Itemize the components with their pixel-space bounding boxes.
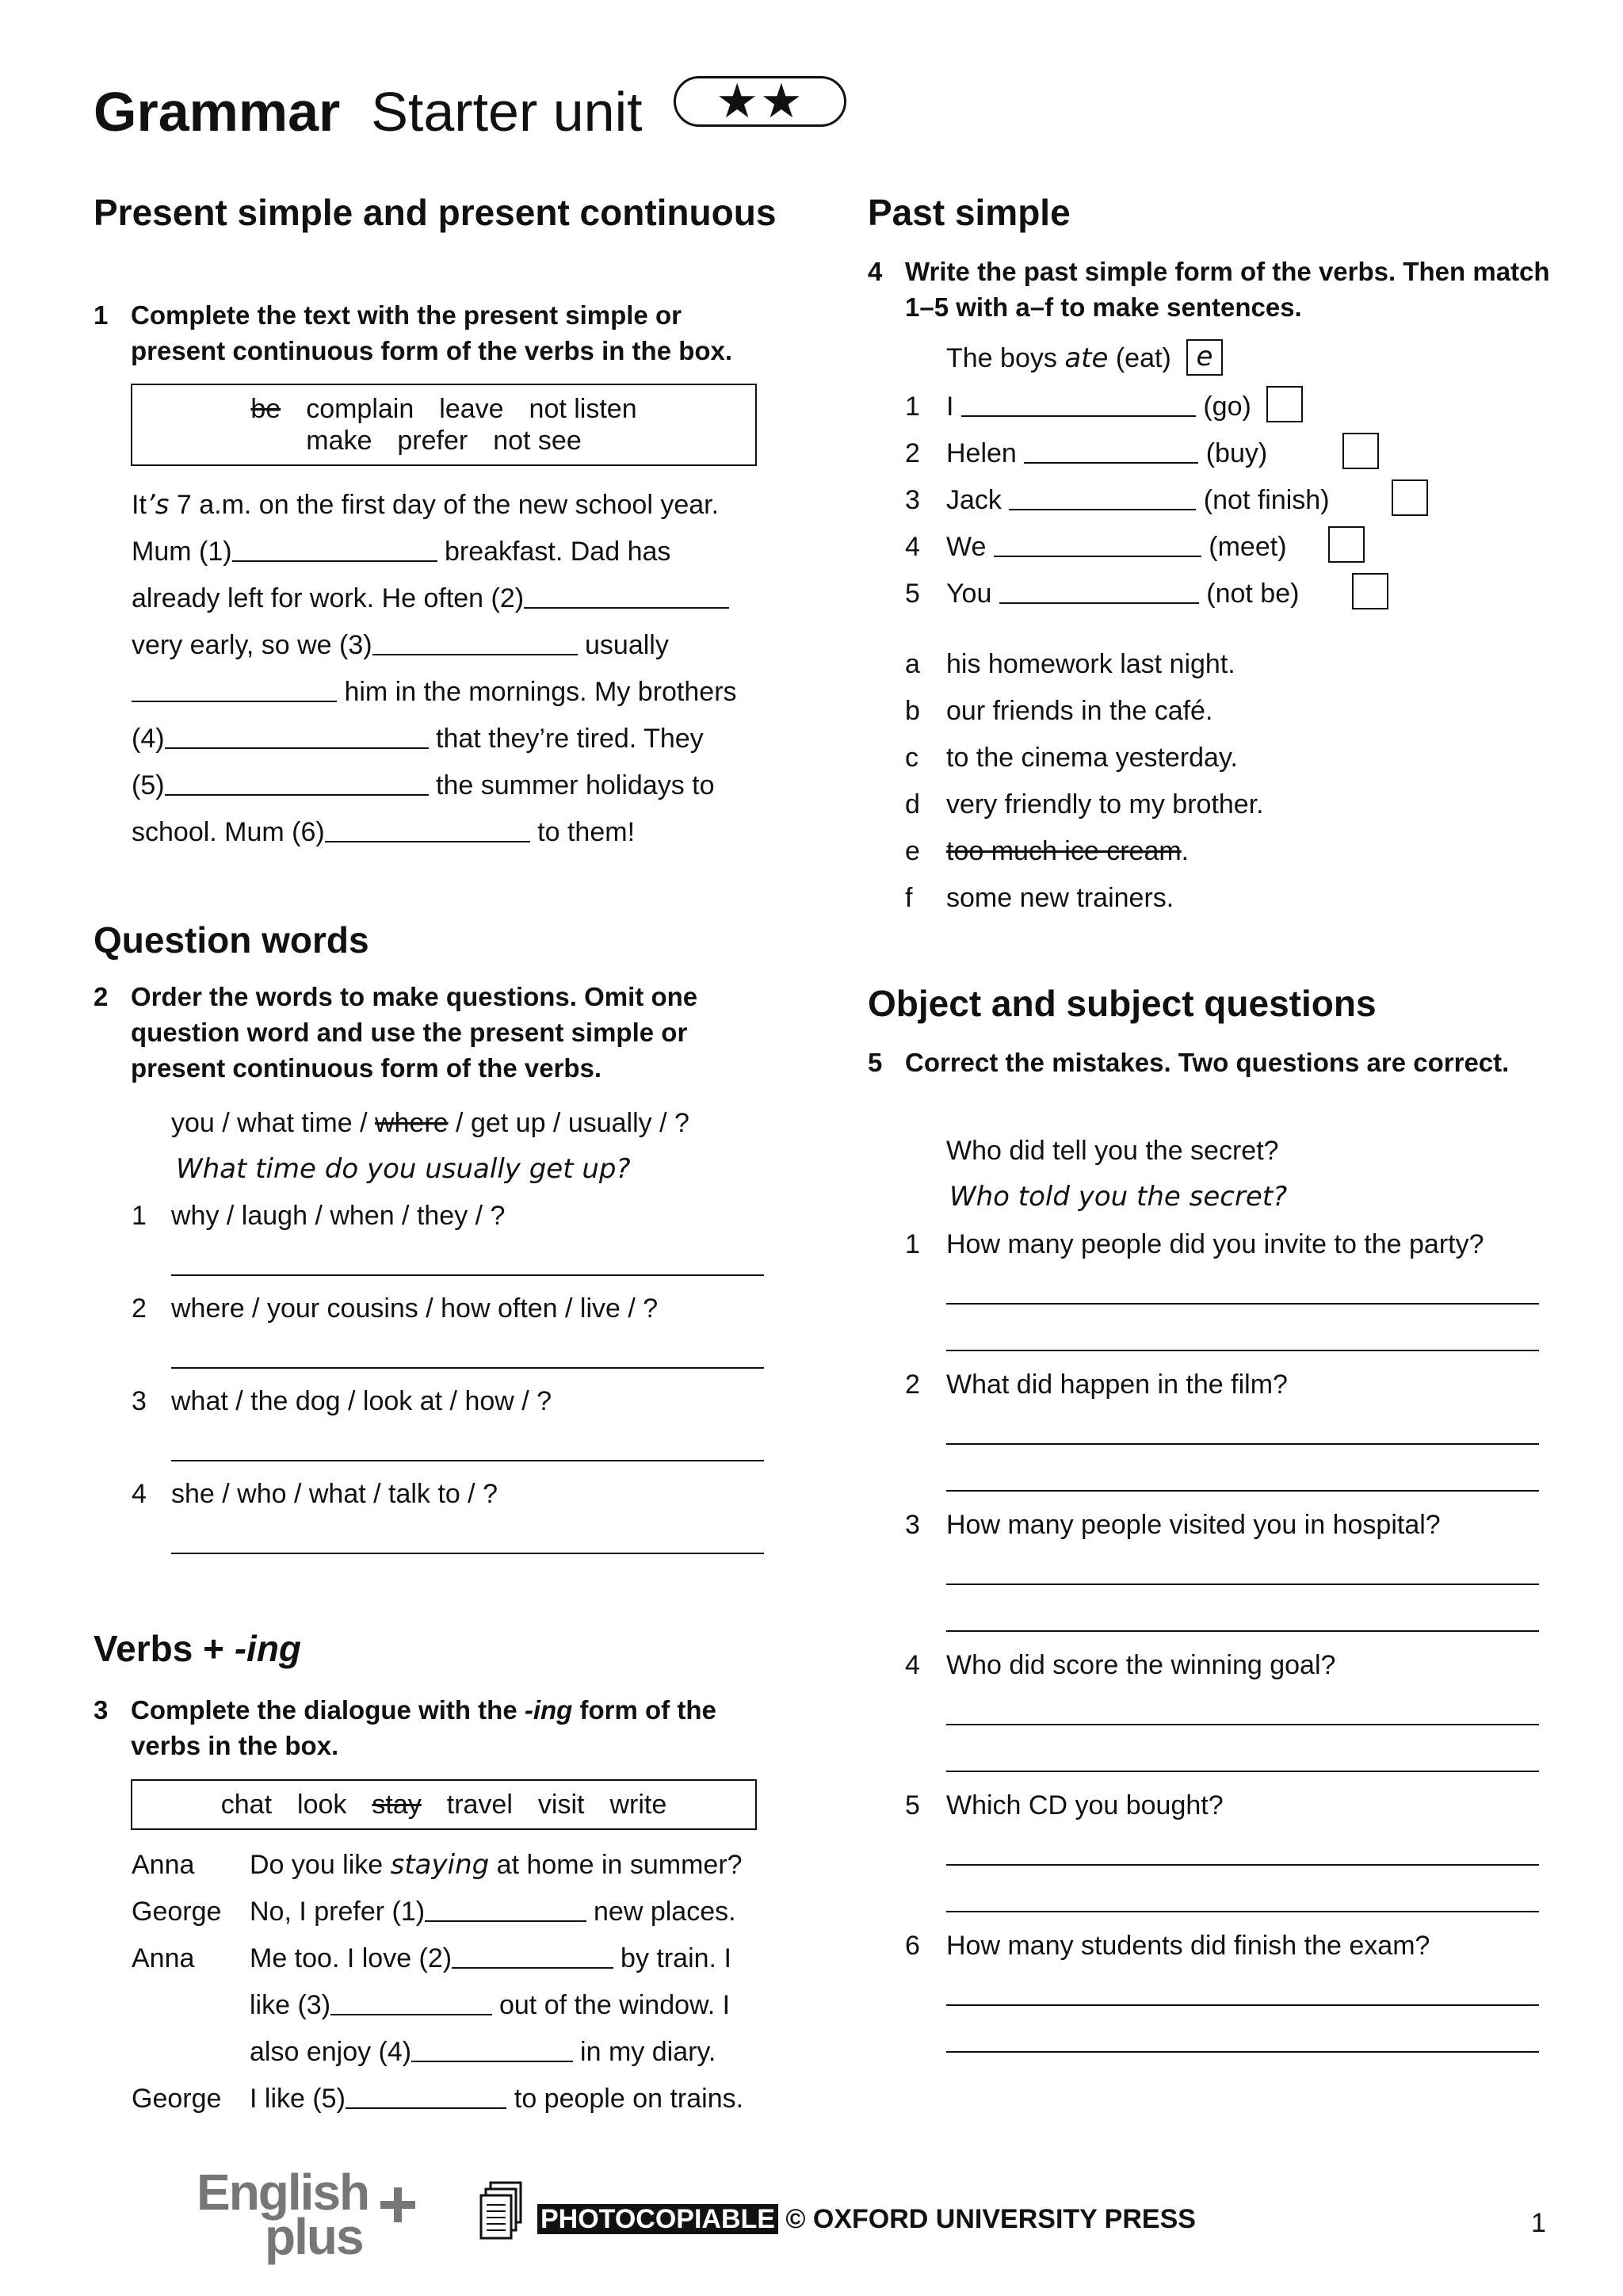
logo-plus-icon xyxy=(380,2187,415,2222)
match-letter-box xyxy=(1328,526,1365,563)
box-word: look xyxy=(297,1790,347,1820)
item-number: 5 xyxy=(905,579,920,609)
item-number: 2 xyxy=(905,1370,920,1400)
ex5-item-question: What did happen in the film? xyxy=(946,1370,1288,1400)
box-word: chat xyxy=(220,1790,273,1820)
ex2-example-part: / get up / usually / ? xyxy=(448,1108,689,1138)
answer-blank xyxy=(325,820,530,842)
logo-line-1: English xyxy=(197,2164,369,2221)
ex3-number: 3 xyxy=(94,1695,109,1725)
ex4-example-part: (eat) xyxy=(1108,343,1171,373)
answer-line xyxy=(946,2051,1539,2053)
ex1-word-row-2 xyxy=(132,425,755,457)
ex2-example-struck: where xyxy=(375,1108,449,1138)
ex4-option: his homework last night. xyxy=(946,649,1235,679)
photocopy-icon xyxy=(479,2181,524,2241)
match-letter-box xyxy=(1266,386,1303,422)
ex5-number: 5 xyxy=(868,1048,883,1077)
item-number: 3 xyxy=(132,1386,147,1416)
ex3-heading-plain: Verbs + xyxy=(94,1628,235,1669)
answer-line xyxy=(946,1303,1539,1305)
ex3-heading-italic: -ing xyxy=(234,1628,302,1669)
box-word: prefer xyxy=(397,426,468,456)
box-word: stay xyxy=(372,1790,422,1820)
ex3-instruction-italic: -ing xyxy=(524,1695,573,1725)
title-rest: Starter unit xyxy=(371,81,643,143)
ex2-example-part: you / what time / xyxy=(171,1108,375,1138)
ex2-number: 2 xyxy=(94,982,109,1011)
ex1-instruction-text: Complete the text with the present simple or present continuous form of the verbs in the box. xyxy=(131,300,733,365)
speaker-name: George xyxy=(132,2084,222,2114)
answer-line xyxy=(171,1553,764,1554)
answer-line xyxy=(946,1911,1539,1912)
ex1-word-row-1 xyxy=(132,393,755,425)
option-letter: b xyxy=(905,696,920,726)
ex1-word-box xyxy=(131,384,757,466)
match-letter-box xyxy=(1342,433,1379,469)
ex5-example: Who did tell you the secret? xyxy=(946,1136,1279,1166)
answer-blank xyxy=(165,727,429,749)
photocopiable-badge: PHOTOCOPIABLE xyxy=(537,2204,778,2234)
ex2-item-prompt: what / the dog / look at / how / ? xyxy=(171,1386,552,1416)
logo-line-2-text: plus xyxy=(265,2208,363,2265)
item-number: 1 xyxy=(905,1229,920,1259)
dialogue-line: also enjoy (4) in my diary. xyxy=(250,2037,716,2067)
ex3-instruction xyxy=(94,1692,781,1763)
ex3-instruction-part: Complete the dialogue with the xyxy=(131,1695,525,1725)
ex5-example-answer: Who told you the secret? xyxy=(949,1181,1288,1213)
dialogue-line: No, I prefer (1) new places. xyxy=(250,1897,736,1927)
ex4-instruction-text: Write the past simple form of the verbs. Then match 1–5 with a–f to make sentences. xyxy=(905,257,1550,322)
ex3-instruction-part: form of the verbs in the box. xyxy=(131,1695,716,1760)
answer-line xyxy=(946,1443,1539,1445)
box-word: leave xyxy=(439,394,504,424)
ex2-instruction-text: Order the words to make questions. Omit one question word and use the present simple or present continuous form of the verbs. xyxy=(131,982,698,1083)
answer-blank xyxy=(132,680,337,702)
ex5-heading: Object and subject questions xyxy=(868,983,1377,1024)
ex4-example-part: The boys xyxy=(946,343,1065,373)
item-number: 3 xyxy=(905,485,920,515)
ex1-line: him in the mornings. My brothers xyxy=(132,676,737,708)
ex2-instruction xyxy=(94,979,765,1086)
ex2-heading: Question words xyxy=(94,919,369,961)
ex1-line: already left for work. He often (2) xyxy=(132,583,729,614)
item-number: 1 xyxy=(905,392,920,422)
box-word: visit xyxy=(537,1790,585,1820)
ex4-example xyxy=(946,342,1171,374)
answer-line xyxy=(171,1367,764,1369)
answer-blank xyxy=(346,2087,507,2109)
option-letter: c xyxy=(905,743,918,773)
answer-line xyxy=(946,1630,1539,1632)
ex5-item-question: How many people visited you in hospital? xyxy=(946,1510,1441,1540)
ex1-line: (4) that they’re tired. They xyxy=(132,724,704,754)
answer-blank xyxy=(961,395,1196,417)
ex5-instruction xyxy=(868,1045,1555,1080)
speaker-name: Anna xyxy=(132,1943,195,1973)
ex4-item: We (meet) xyxy=(946,532,1287,562)
publisher-text: © OXFORD UNIVERSITY PRESS xyxy=(777,2204,1196,2234)
ex1-number: 1 xyxy=(94,300,109,330)
answer-line xyxy=(946,1584,1539,1585)
dialogue-line: Me too. I love (2) by train. I xyxy=(250,1943,731,1973)
ex4-option-struck: too much ice cream xyxy=(946,836,1182,866)
item-number: 3 xyxy=(905,1510,920,1540)
item-number: 4 xyxy=(905,1650,920,1680)
dialogue-line: like (3) out of the window. I xyxy=(250,1990,731,2020)
speaker-name: George xyxy=(132,1897,222,1927)
box-word: travel xyxy=(446,1790,513,1820)
answer-blank xyxy=(994,535,1201,557)
match-letter-box xyxy=(1392,479,1428,516)
answer-line xyxy=(946,1490,1539,1492)
ex2-example-answer: What time do you usually get up? xyxy=(176,1153,631,1185)
ex4-option: our friends in the café. xyxy=(946,696,1213,726)
answer-line xyxy=(946,1771,1539,1772)
speaker-name: Anna xyxy=(132,1850,195,1880)
answer-blank xyxy=(425,1900,586,1922)
ex3-word-row xyxy=(132,1789,755,1820)
item-number: 6 xyxy=(905,1931,920,1961)
answer-blank xyxy=(232,540,437,562)
ex4-item: You (not be) xyxy=(946,579,1300,609)
ex1-line: very early, so we (3) usually xyxy=(132,630,669,660)
answer-line xyxy=(946,2004,1539,2006)
ex4-instruction xyxy=(868,254,1555,325)
ex4-option: too much ice cream. xyxy=(946,836,1190,866)
ex1-instruction xyxy=(94,297,781,369)
ex5-item-question: How many people did you invite to the party? xyxy=(946,1229,1484,1259)
answer-blank xyxy=(165,774,429,796)
answer-blank xyxy=(1009,488,1196,510)
option-letter: d xyxy=(905,789,920,819)
ex4-number: 4 xyxy=(868,257,883,286)
ex3-heading xyxy=(94,1626,301,1671)
page-number: 1 xyxy=(1531,2208,1546,2238)
item-number: 5 xyxy=(905,1790,920,1820)
option-letter: f xyxy=(905,883,913,913)
item-number: 4 xyxy=(905,532,920,562)
answer-line xyxy=(946,1350,1539,1351)
answer-blank xyxy=(452,1946,613,1969)
box-word: not see xyxy=(493,426,582,456)
title-bold: Grammar xyxy=(94,81,341,143)
answer-blank xyxy=(372,633,578,655)
ex2-item-prompt: she / who / what / talk to / ? xyxy=(171,1479,498,1509)
box-word: not listen xyxy=(529,394,637,424)
dialogue-line: Do you like staying at home in summer? xyxy=(250,1849,743,1881)
box-word: make xyxy=(306,426,372,456)
ex4-example-letter-box: e xyxy=(1186,339,1223,376)
answer-blank xyxy=(524,586,729,609)
ex4-heading: Past simple xyxy=(868,192,1071,233)
ex4-option: some new trainers. xyxy=(946,883,1174,913)
ex4-item: Jack (not finish) xyxy=(946,485,1330,515)
answer-line xyxy=(946,1864,1539,1866)
answer-blank xyxy=(330,1993,492,2015)
page-title xyxy=(94,76,643,147)
dialogue-line: I like (5) to people on trains. xyxy=(250,2084,744,2114)
item-number: 4 xyxy=(132,1479,147,1509)
ex1-line: It’s 7 a.m. on the first day of the new school year. xyxy=(132,489,720,521)
ex4-option: to the cinema yesterday. xyxy=(946,743,1238,773)
answer-blank xyxy=(999,582,1199,604)
ex3-example-answer: staying xyxy=(390,1849,490,1881)
box-word: write xyxy=(609,1790,667,1820)
answer-line xyxy=(171,1274,764,1276)
ex1-line: school. Mum (6) to them! xyxy=(132,817,636,847)
answer-line xyxy=(946,1724,1539,1725)
ex5-instruction-text: Correct the mistakes. Two questions are correct. xyxy=(905,1048,1510,1077)
ex1-heading: Present simple and present continuous xyxy=(94,192,777,233)
ex1-line: Mum (1) breakfast. Dad has xyxy=(132,537,671,567)
ex4-item: Helen (buy) xyxy=(946,438,1268,468)
ex1-line: (5) the summer holidays to xyxy=(132,770,715,800)
answer-blank xyxy=(411,2040,573,2062)
difficulty-stars: ★★ xyxy=(674,76,846,127)
ex1-example-answer: ’s xyxy=(146,489,170,521)
option-letter: e xyxy=(905,836,920,866)
english-plus-logo xyxy=(197,2164,422,2265)
item-number: 2 xyxy=(905,438,920,468)
ex4-option: very friendly to my brother. xyxy=(946,789,1264,819)
item-number: 1 xyxy=(132,1201,147,1231)
item-number: 2 xyxy=(132,1293,147,1324)
ex5-item-question: How many students did finish the exam? xyxy=(946,1931,1430,1961)
answer-blank xyxy=(1024,441,1198,464)
answer-line xyxy=(171,1460,764,1461)
box-word: be xyxy=(250,394,281,424)
ex4-item: I (go) xyxy=(946,392,1251,422)
option-letter: a xyxy=(905,649,920,679)
ex2-item-prompt: why / laugh / when / they / ? xyxy=(171,1201,506,1231)
ex5-item-question: Which CD you bought? xyxy=(946,1790,1224,1820)
ex5-item-question: Who did score the winning goal? xyxy=(946,1650,1336,1680)
match-letter-box xyxy=(1352,573,1388,609)
ex2-example xyxy=(171,1107,689,1139)
ex4-example-answer: ate xyxy=(1064,342,1109,374)
box-word: complain xyxy=(306,394,414,424)
ex2-item-prompt: where / your cousins / how often / live / ? xyxy=(171,1293,659,1324)
ex3-word-box xyxy=(131,1779,757,1830)
copyright-notice xyxy=(537,2203,1196,2235)
